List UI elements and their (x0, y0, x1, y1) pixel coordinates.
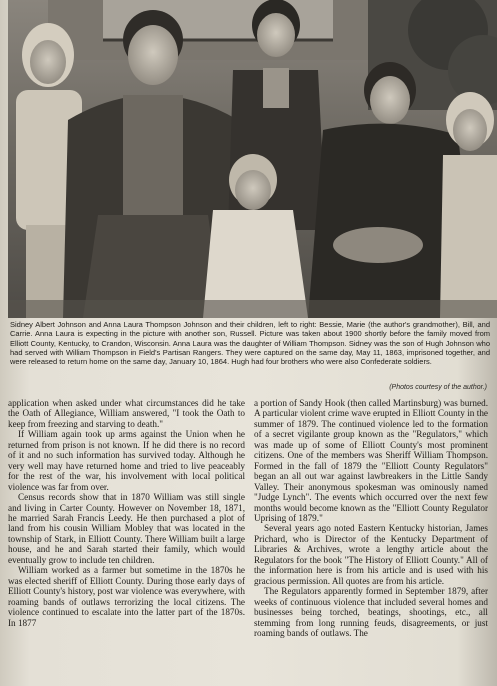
paragraph: If William again took up arms against the Union when he returned from prison is not known. If he did there is no record of it and no such information has survived today. Although he very well may have returned home and tried to live peaceably for the rest of the war, his involvement with local political violence was far from over. (8, 429, 245, 492)
photo-caption: Sidney Albert Johnson and Anna Laura Thompson Johnson and their children, left to right: Bessie, Marie (the author's grandmother), Bill, and Carrie. Anna Laura is expecting in the picture with another son, Russell. Picture was taken about 1900 shortly before the family moved from Elliott County, Kentucky, to Crandon, Wisconsin. Anna Laura was the daughter of William Thompson. Sidney was the son of Hugh Johnson who had served with William Thompson in Field's Partisan Rangers. They were captured on the same day, May 11, 1863, imprisoned together, and were released to return home on the same day, January 10, 1864. Hugh had four brothers who were also Confederate soldiers. (10, 320, 490, 367)
family-photograph (8, 0, 497, 318)
left-text-column (8, 398, 245, 628)
paragraph: William worked as a farmer but sometime in the 1870s he was elected sheriff of Elliott County. During those early days of Elliott County's history, post war violence was everywhere, with roaming bands of outlaws terrorizing the local citizens. The violence continued to escalate into the latter part of the 1870s. In 1877 (8, 565, 245, 628)
right-text-column (254, 398, 488, 638)
paragraph: application when asked under what circumstances did he take the Oath of Allegiance, William answered, "I took the Oath to keep from freezing and starving to death." (8, 398, 245, 429)
paragraph: Several years ago noted Eastern Kentucky historian, James Prichard, who is Director of the Kentucky Department of Libraries & Archives, wrote a lengthy article about the Regulators for the book "The History of Elliott County." All of the information here is from his article and is used with his gracious permission. All quotes are from his article. (254, 523, 488, 586)
photograph-image (8, 0, 497, 318)
paragraph: Census records show that in 1870 William was still single and living in Carter County. However on November 18, 1871, he married Sarah Francis Leedy. He then purchased a plot of land from his cousin William Mobley that was located in the township of Stark, in Elliott County. There William built a large house, and he and Sarah started their family, which would eventually grow to include ten children. (8, 492, 245, 565)
paragraph: The Regulators apparently formed in September 1879, after weeks of continuous violence that included several homes and businesses being torched, beatings, shootings, etc., all stemming from long running feuds, disagreements, or just roaming bands of outlaws. The (254, 586, 488, 638)
paragraph: a portion of Sandy Hook (then called Martinsburg) was burned. A particular violent crime wave erupted in Elliott County in the summer of 1879. The continued violence led to the formation of a secret vigilante group known as the "Regulators," which was made up of some of Elliott County's most prominent citizens. One of the members was Sheriff William Thompson. Formed in the fall of 1879 the "Elliott County Regulators" began an all out war against lawbreakers in the Little Sandy Valley. Their anonymous spokesman was ominously named "Judge Lynch". The events which occurred over the next few months would become known as the "Elliott County Regulator Uprising of 1879." (254, 398, 488, 523)
photo-credit: (Photos courtesy of the author.) (389, 384, 487, 391)
